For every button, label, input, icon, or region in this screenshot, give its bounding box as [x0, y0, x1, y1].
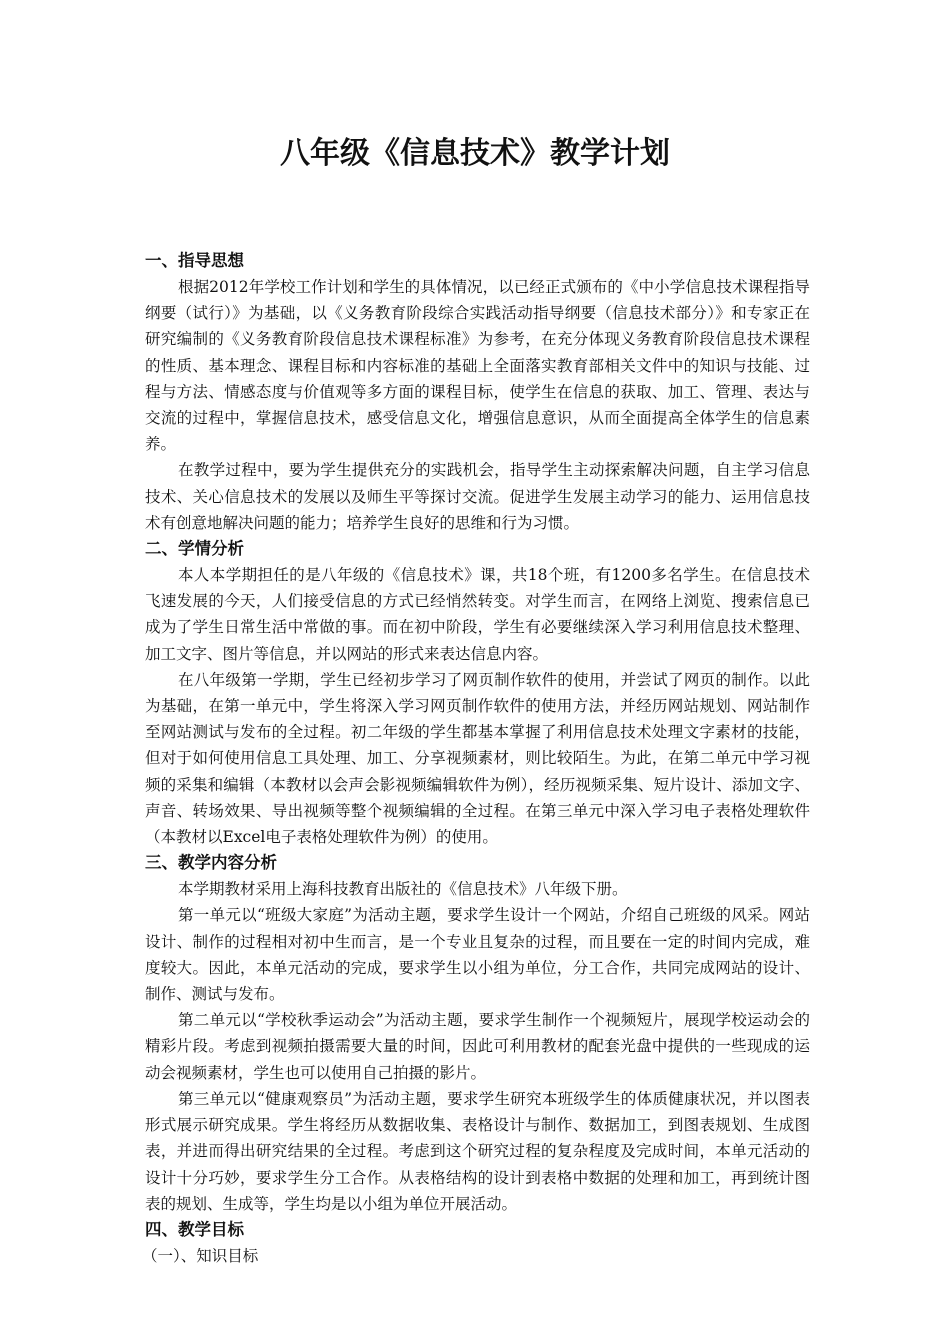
section-content-analysis	[145, 850, 810, 1217]
section-heading: 一、指导思想	[145, 251, 244, 270]
paragraph: 在八年级第一学期，学生已经初步学习了网页制作软件的使用，并尝试了网页的制作。以此为基础，在第一单元中，学生将深入学习网页制作软件的使用方法，并经历网站规划、网站制作至网站测试与发布的全过程。初二年级的学生都基本掌握了利用信息技术处理文字素材的技能，但对于如何使用信息工具处理、加工、分享视频素材，则比较陌生。为此，在第二单元中学习视频的采集和编辑（本教材以会声会影视频编辑软件为例），经历视频采集、短片设计、添加文字、声音、转场效果、导出视频等整个视频编辑的全过程。在第三单元中深入学习电子表格处理软件（本教材以Excel电子表格处理软件为例）的使用。	[145, 670, 810, 847]
section-heading: 三、教学内容分析	[145, 853, 277, 873]
paragraph: 本学期教材采用上海科技教育出版社的《信息技术》八年级下册。	[178, 880, 628, 899]
document-body	[142, 248, 810, 1269]
paragraph: 第一单元以“班级大家庭”为活动主题，要求学生设计一个网站，介绍自己班级的风采。网站设计、制作的过程相对初中生而言，是一个专业且复杂的过程，而且要在一定的时间内完成，难度较大。因此，本单元活动的完成，要求学生以小组为单位，分工合作，共同完成网站的设计、制作、测试与发布。	[145, 906, 810, 1004]
subsection-heading: （一）、知识目标	[142, 1246, 259, 1265]
paragraph: 本人本学期担任的是八年级的《信息技术》课，共18个班，有1200多名学生。在信息技术飞速发展的今天，人们接受信息的方式已经悄然转变。对学生而言，在网络上浏览、搜索信息已成为了学生日常生活中常做的事。而在初中阶段，学生有必要继续深入学习利用信息技术整理、加工文字、图片等信息，并以网站的形式来表达信息内容。	[145, 566, 810, 663]
section-heading: 二、学情分析	[145, 539, 244, 559]
section-guiding-ideology	[145, 248, 810, 536]
section-teaching-goals	[142, 1217, 810, 1269]
paragraph: 在教学过程中，要为学生提供充分的实践机会，指导学生主动探索解决问题，自主学习信息技术、关心信息技术的发展以及师生平等探讨交流。促进学生发展主动学习的能力、运用信息技术有创意地解决问题的能力；培养学生良好的思维和行为习惯。	[145, 461, 810, 532]
paragraph: 第三单元以“健康观察员”为活动主题，要求学生研究本班级学生的体质健康状况，并以图表形式展示研究成果。学生将经历从数据收集、表格设计与制作、数据加工，到图表规划、生成图表，并进而得出研究结果的全过程。考虑到这个研究过程的复杂程度及完成时间，本单元活动的设计十分巧妙，要求学生分工合作。从表格结构的设计到表格中数据的处理和加工，再到统计图表的规划、生成等，学生均是以小组为单位开展活动。	[145, 1089, 810, 1213]
paragraph: 第二单元以“学校秋季运动会”为活动主题，要求学生制作一个视频短片，展现学校运动会的精彩片段。考虑到视频拍摄需要大量的时间，因此可利用教材的配套光盘中提供的一些现成的运动会视频素材，学生也可以使用自己拍摄的影片。	[145, 1011, 810, 1082]
document-title: 八年级《信息技术》教学计划	[280, 136, 670, 171]
section-student-analysis	[145, 536, 810, 850]
section-heading: 四、教学目标	[145, 1219, 244, 1239]
paragraph: 根据2012年学校工作计划和学生的具体情况，以已经正式颁布的《中小学信息技术课程指导纲要（试行）》为基础，以《义务教育阶段综合实践活动指导纲要（信息技术部分）》和专家正在研究编制的《义务教育阶段信息技术课程标准》为参考，在充分体现义务教育阶段信息技术课程的性质、基本理念、课程目标和内容标准的基础上全面落实教育部相关文件中的知识与技能、过程与方法、情感态度与价值观等多方面的课程目标，使学生在信息的获取、加工、管理、表达与交流的过程中，掌握信息技术，感受信息文化，增强信息意识，从而全面提高全体学生的信息素养。	[145, 278, 810, 454]
